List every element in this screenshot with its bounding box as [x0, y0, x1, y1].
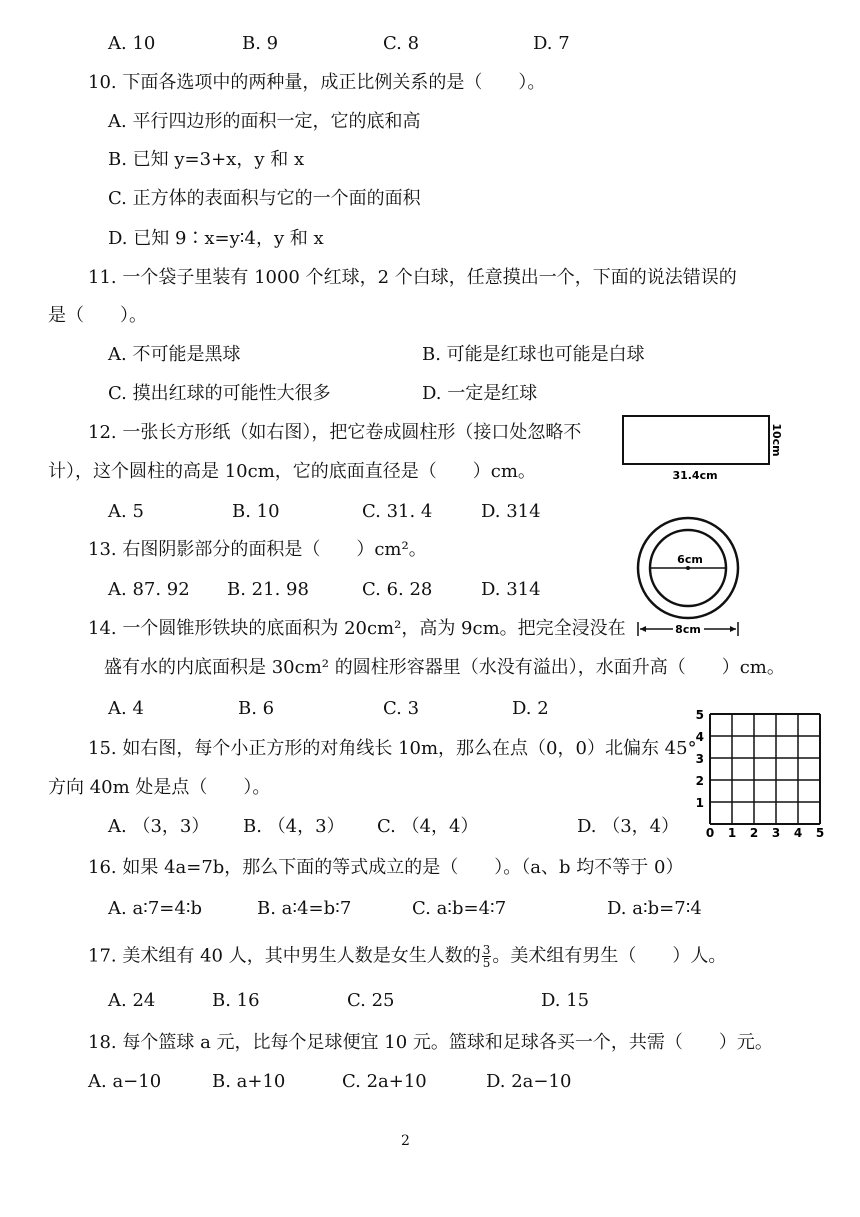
- q10-stem: 10. 下面各选项中的两种量，成正比例关系的是（ ）。: [88, 72, 546, 93]
- q14-stem-line1: 14. 一个圆锥形铁块的底面积为 20cm²，高为 9cm。把完全浸没在: [88, 618, 626, 639]
- q15-stem-line2: 方向 40m 处是点（ ）。: [48, 777, 271, 798]
- q11-option-a: A. 不可能是黑球: [108, 344, 241, 365]
- dim-arrow-left: [640, 626, 646, 632]
- paper-rectangle: [623, 416, 769, 464]
- q15-option-a: A. （3，3）: [108, 816, 210, 837]
- center-point: [686, 566, 690, 570]
- q11-stem-line1: 11. 一个袋子里装有 1000 个红球，2 个白球，任意摸出一个，下面的说法错误的: [88, 267, 737, 288]
- outer-diameter-label: 8cm: [675, 623, 701, 636]
- grid-y-label: 4: [695, 730, 704, 744]
- q18-option-b: B. a+10: [212, 1071, 286, 1092]
- q13-option-a: A. 87. 92: [108, 579, 190, 600]
- q17-stem-before: 17. 美术组有 40 人，其中男生人数是女生人数的: [88, 945, 481, 967]
- q9-option-b: B. 9: [242, 33, 279, 54]
- q15-grid-figure: [694, 700, 824, 842]
- grid-x-label: 1: [727, 826, 737, 840]
- grid-y-axis-labels: [696, 708, 704, 810]
- q17-option-a: A. 24: [108, 990, 156, 1011]
- q16-option-b: B. a∶4=b∶7: [257, 898, 352, 919]
- q12-stem-line1: 12. 一张长方形纸（如右图），把它卷成圆柱形（接口处忽略不: [88, 422, 582, 443]
- q18-option-d: D. 2a−10: [486, 1071, 572, 1092]
- q12-option-a: A. 5: [108, 501, 144, 522]
- grid-lines: [710, 714, 820, 824]
- q14-option-c: C. 3: [383, 698, 420, 719]
- q9-option-d: D. 7: [533, 33, 570, 54]
- q14-option-a: A. 4: [108, 698, 144, 719]
- q12-option-c: C. 31. 4: [362, 501, 433, 522]
- q17-option-d: D. 15: [541, 990, 590, 1011]
- q9-option-a: A. 10: [108, 33, 156, 54]
- q9-option-c: C. 8: [383, 33, 420, 54]
- q16-option-d: D. a∶b=7∶4: [607, 898, 702, 919]
- q12-option-d: D. 314: [481, 501, 541, 522]
- q17-stem: [88, 944, 726, 969]
- q14-option-b: B. 6: [238, 698, 275, 719]
- q11-option-d: D. 一定是红球: [422, 383, 538, 404]
- q10-option-a: A. 平行四边形的面积一定，它的底和高: [108, 111, 421, 132]
- q14-option-d: D. 2: [512, 698, 549, 719]
- q11-option-c: C. 摸出红球的可能性大很多: [108, 383, 331, 404]
- inner-diameter-label: 6cm: [677, 553, 703, 566]
- q10-option-c: C. 正方体的表面积与它的一个面的面积: [108, 188, 421, 209]
- q16-option-a: A. a∶7=4∶b: [108, 898, 203, 919]
- grid-y-label: 5: [695, 708, 704, 722]
- q13-option-c: C. 6. 28: [362, 579, 433, 600]
- q17-option-b: B. 16: [212, 990, 260, 1011]
- grid-y-label: 2: [695, 774, 704, 788]
- q10-option-b: B. 已知 y=3+x，y 和 x: [108, 149, 305, 170]
- q10-option-d: D. 已知 9∶x=y∶4，y 和 x: [108, 228, 324, 249]
- q18-option-a: A. a−10: [88, 1071, 162, 1092]
- grid-x-axis-labels: [706, 826, 824, 840]
- rect-height-label: 10cm: [770, 423, 783, 457]
- q13-stem: 13. 右图阴影部分的面积是（ ）cm²。: [88, 539, 427, 560]
- grid-y-label: 1: [695, 796, 704, 810]
- q13-option-d: D. 314: [481, 579, 541, 600]
- q15-option-d: D. （3，4）: [577, 816, 680, 837]
- q17-option-c: C. 25: [347, 990, 395, 1011]
- q15-option-c: C. （4，4）: [377, 816, 479, 837]
- q11-stem-line2: 是（ ）。: [48, 305, 147, 326]
- grid-x-label: 4: [793, 826, 803, 840]
- q11-option-b: B. 可能是红球也可能是白球: [422, 344, 645, 365]
- q16-option-c: C. a∶b=4∶7: [412, 898, 507, 919]
- grid-x-label: 3: [771, 826, 781, 840]
- q17-stem-after: 。美术组有男生（ ）人。: [492, 945, 727, 967]
- rect-width-label: 31.4cm: [672, 469, 718, 482]
- grid-x-label: 0: [705, 826, 715, 840]
- q12-rectangle-figure: [615, 412, 795, 484]
- q18-stem: 18. 每个篮球 a 元，比每个足球便宜 10 元。篮球和足球各买一个，共需（ ）元。: [88, 1032, 773, 1053]
- dim-arrow-right: [730, 626, 736, 632]
- q13-option-b: B. 21. 98: [227, 579, 309, 600]
- q15-option-b: B. （4，3）: [243, 816, 345, 837]
- q12-stem-line2: 计），这个圆柱的高是 10cm，它的底面直径是（ ）cm。: [48, 461, 536, 482]
- q12-option-b: B. 10: [232, 501, 280, 522]
- grid-y-label: 3: [695, 752, 704, 766]
- grid-x-label: 2: [749, 826, 759, 840]
- q14-stem-line2: 盛有水的内底面积是 30cm² 的圆柱形容器里（水没有溢出），水面升高（ ）cm。: [104, 657, 785, 678]
- q17-fraction-numerator: 3: [482, 943, 491, 957]
- q13-ring-figure: [628, 512, 748, 640]
- page-number: 2: [401, 1133, 410, 1149]
- q17-fraction: [482, 944, 492, 969]
- q18-option-c: C. 2a+10: [342, 1071, 427, 1092]
- q16-stem: 16. 如果 4a=7b，那么下面的等式成立的是（ ）。（a、b 均不等于 0）: [88, 857, 684, 878]
- q15-stem-line1: 15. 如右图，每个小正方形的对角线长 10m，那么在点（0，0）北偏东 45°: [88, 738, 697, 759]
- q17-fraction-denominator: 5: [482, 956, 491, 970]
- grid-x-label: 5: [815, 826, 824, 840]
